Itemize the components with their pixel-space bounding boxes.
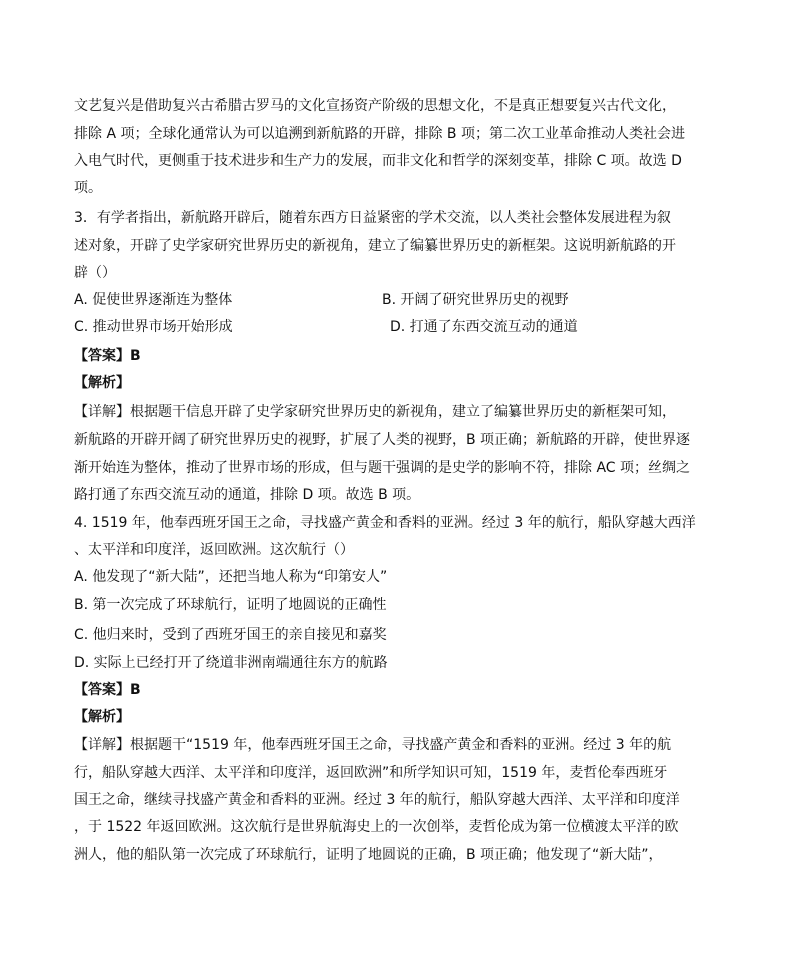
q4-detail-line-2: 行，船队穿越大西洋、太平洋和印度洋，返回欧洲”和所学知识可知，1519 年，麦哲伦奉西班牙 <box>74 765 668 781</box>
q3-option-c: C. 推动世界市场开始形成 <box>74 319 233 335</box>
q4-detail-line-3: 国王之命，继续寻找盛产黄金和香料的亚洲。经过 3 年的航行，船队穿越大西洋、太平洋和印度洋 <box>74 792 680 808</box>
q4-option-a: A. 他发现了“新大陆”，还把当地人称为“印第安人” <box>74 569 388 585</box>
q4-stem-line-1: 4. 1519 年，他奉西班牙国王之命，寻找盛产黄金和香料的亚洲。经过 3 年的航行，船队穿越大西洋 <box>74 515 696 531</box>
q4-stem-line-2: 、太平洋和印度洋，返回欧洲。这次航行（） <box>74 542 354 558</box>
q3-analysis-label: 【解析】 <box>74 375 130 391</box>
q4-detail-line-5: 洲人，他的船队第一次完成了环球航行，证明了地圆说的正确，B 项正确；他发现了“新大陆”， <box>74 847 663 863</box>
q4-option-b: B. 第一次完成了环球航行，证明了地圆说的正确性 <box>74 597 387 613</box>
q4-answer: 【答案】B <box>74 682 141 698</box>
intro-line-2: 排除 A 项；全球化通常认为可以追溯到新航路的开辟，排除 B 项；第二次工业革命推动人类社会进 <box>74 126 685 142</box>
intro-line-4: 项。 <box>74 180 102 196</box>
intro-line-1: 文艺复兴是借助复兴古希腊古罗马的文化宣扬资产阶级的思想文化，不是真正想要复兴古代文化， <box>74 98 676 114</box>
q4-detail-line-4: ，于 1522 年返回欧洲。这次航行是世界航海史上的一次创举，麦哲伦成为第一位横渡太平洋的欧 <box>74 819 679 835</box>
q3-detail-line-1: 【详解】根据题干信息开辟了史学家研究世界历史的新视角，建立了编纂世界历史的新框架可知， <box>74 404 676 420</box>
q3-option-a: A. 促使世界逐渐连为整体 <box>74 292 233 308</box>
q3-stem-line-2: 述对象，开辟了史学家研究世界历史的新视角，建立了编纂世界历史的新框架。这说明新航路的开 <box>74 238 676 254</box>
q4-option-d: D. 实际上已经打开了绕道非洲南端通往东方的航路 <box>74 655 388 671</box>
q3-option-d: D. 打通了东西交流互动的通道 <box>390 319 578 335</box>
intro-line-3: 入电气时代，更侧重于技术进步和生产力的发展，而非文化和哲学的深刻变革，排除 C 项。故选 D <box>74 153 682 169</box>
q3-stem-line-3: 辟（） <box>74 265 116 281</box>
q3-option-b: B. 开阔了研究世界历史的视野 <box>382 292 569 308</box>
q3-detail-line-3: 渐开始连为整体，推动了世界市场的形成，但与题干强调的是史学的影响不符，排除 AC 项；丝绸之 <box>74 460 691 476</box>
q3-detail-line-2: 新航路的开辟开阔了研究世界历史的视野，扩展了人类的视野，B 项正确；新航路的开辟，使世界逐 <box>74 432 691 448</box>
q3-detail-line-4: 路打通了东西交流互动的通道，排除 D 项。故选 B 项。 <box>74 487 421 503</box>
q4-detail-line-1: 【详解】根据题干“1519 年，他奉西班牙国王之命，寻找盛产黄金和香料的亚洲。经过 3 年的航 <box>74 737 672 753</box>
q4-option-c: C. 他归来时，受到了西班牙国王的亲自接见和嘉奖 <box>74 627 387 643</box>
q4-analysis-label: 【解析】 <box>74 709 130 725</box>
q3-stem-line-1: 3．有学者指出，新航路开辟后，随着东西方日益紧密的学术交流，以人类社会整体发展进程为叙 <box>74 210 671 226</box>
q3-answer: 【答案】B <box>74 348 141 364</box>
